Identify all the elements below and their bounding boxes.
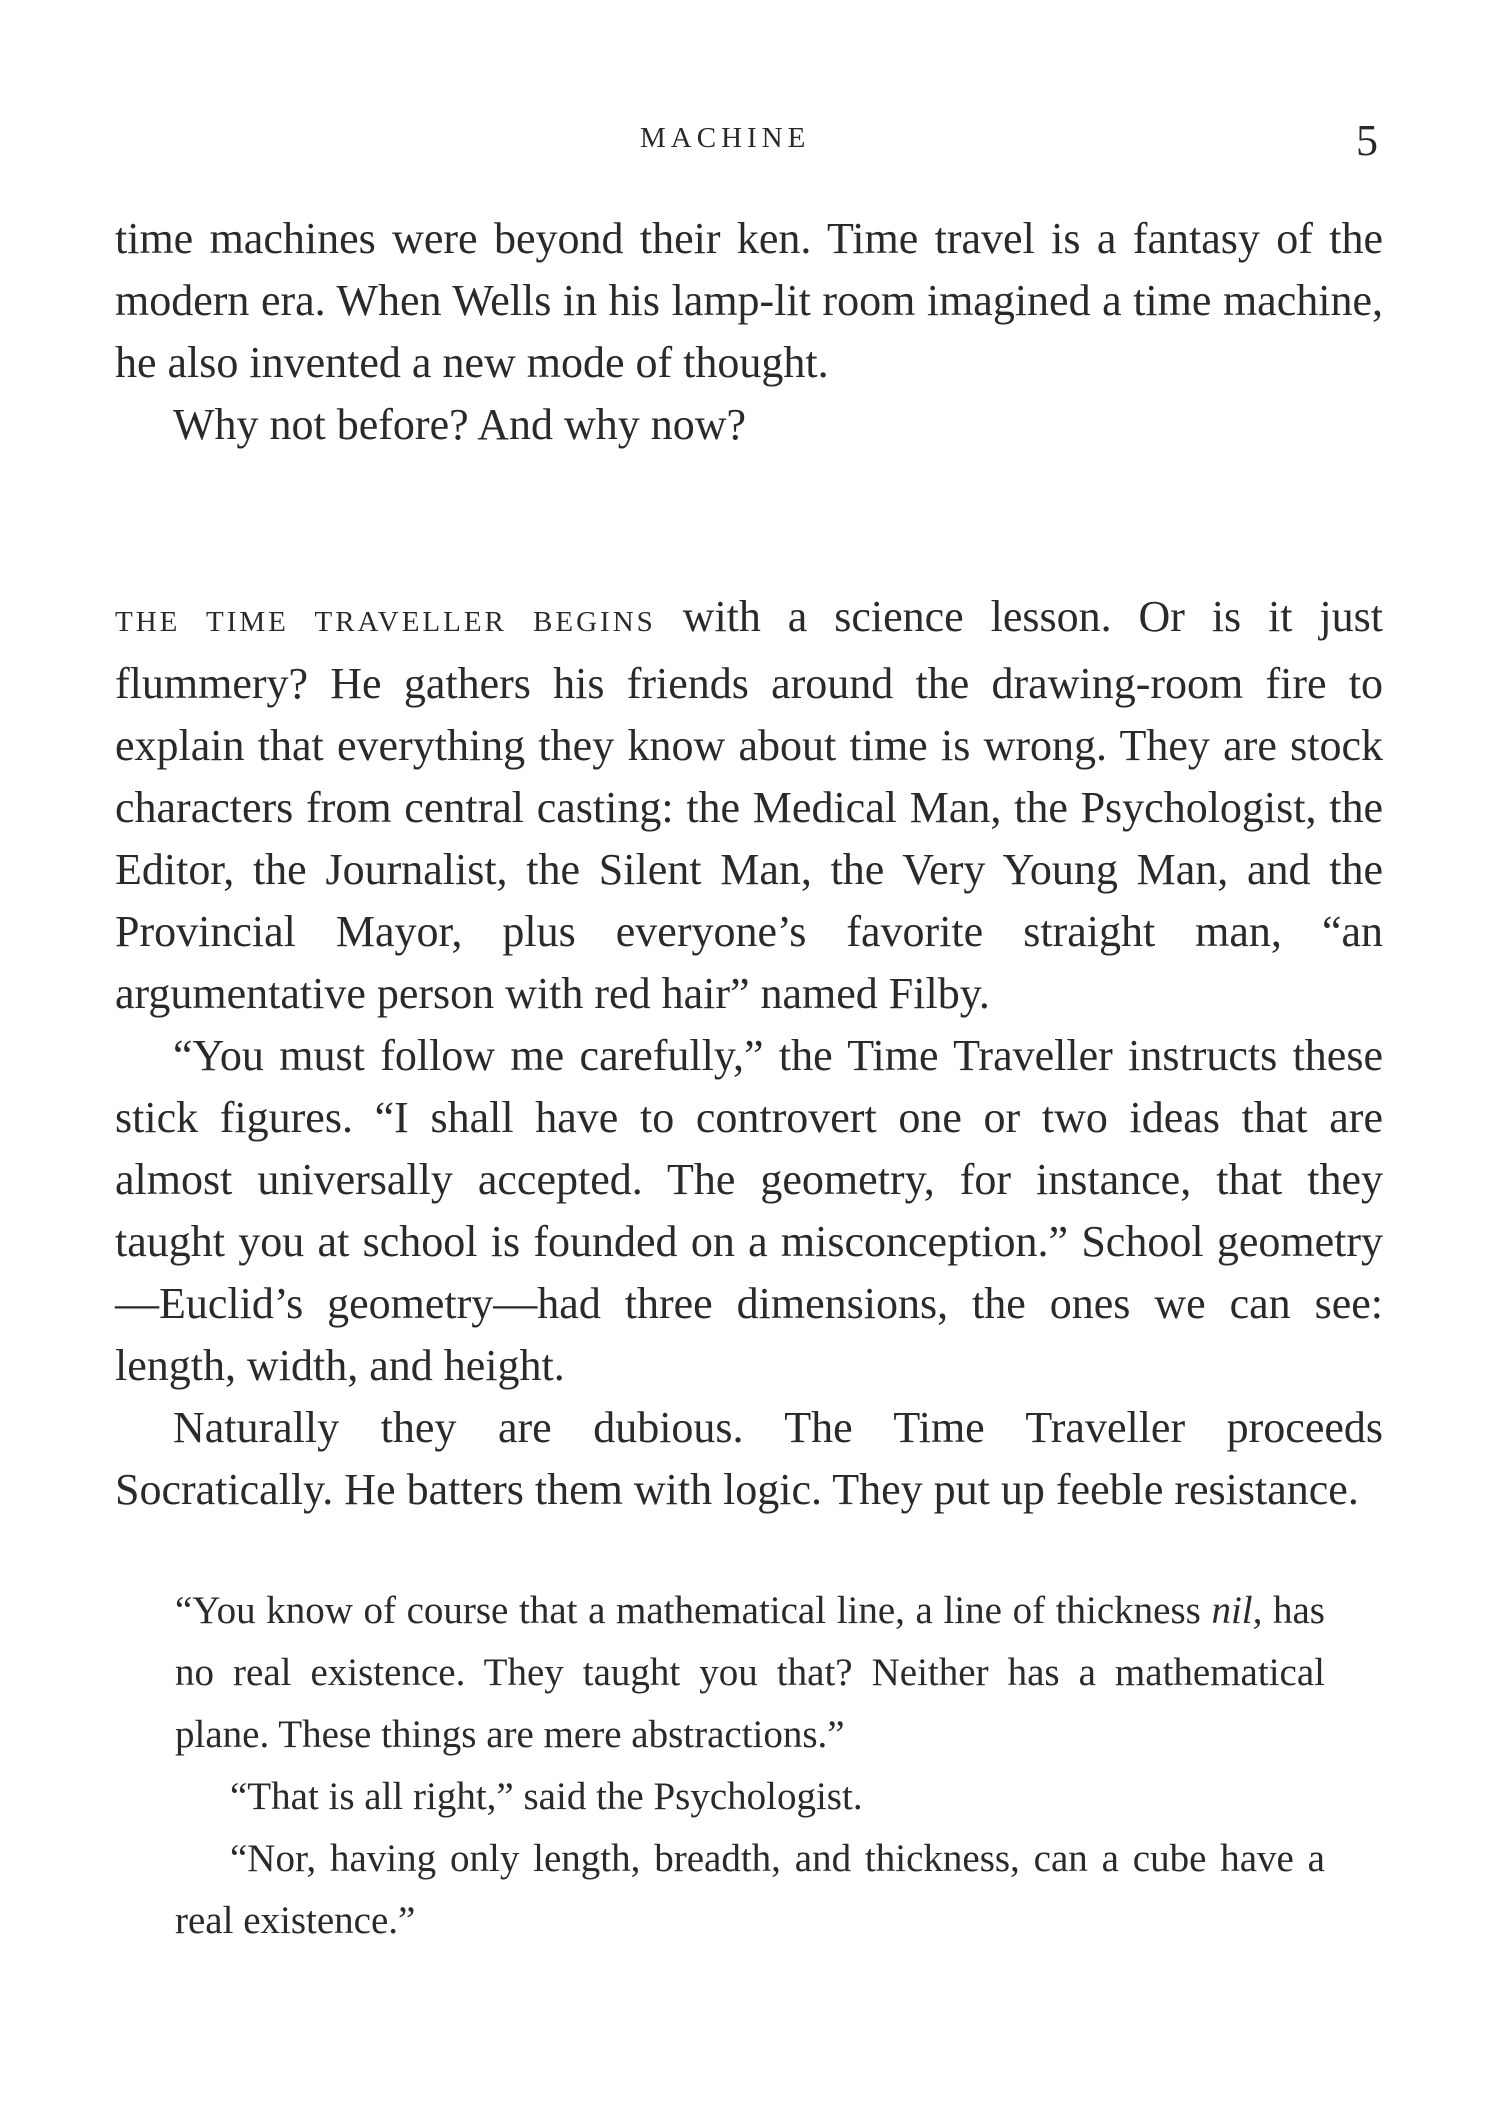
- paragraph-3-text: with a science lesson. Or is it just flummery? He gathers his friends around the drawing-room fire to explain that everything they know about time is wrong. They are stock characters from central casting: the Medical Man, the Psychologist, the Editor, the Journalist, the Silent Man, the Very Young Man, and the Provincial Mayor, plus everyone’s favorite straight man, “an argumentative person with red hair” named Filby.: [115, 592, 1383, 1018]
- running-head: MACHINE: [640, 122, 811, 154]
- block-quote: [175, 1580, 1325, 1952]
- text-block-section: [115, 586, 1383, 1521]
- quote-paragraph-1: [175, 1580, 1325, 1766]
- quote-paragraph-2: “That is all right,” said the Psychologist.: [230, 1775, 863, 1818]
- section-lead-in: THE TIME TRAVELLER BEGINS: [115, 606, 656, 638]
- page-number: 5: [1356, 116, 1378, 165]
- paragraph-1: time machines were beyond their ken. Time travel is a fantasy of the modern era. When Wells in his lamp-lit room imagined a time machine, he also invented a new mode of thought.: [115, 214, 1383, 387]
- quote-text: has no real existence. They taught you that? Neither has a mathematical plane. These things are mere abstractions.”: [175, 1589, 1325, 1756]
- quote-italic-word: nil,: [1211, 1589, 1263, 1632]
- paragraph-2: Why not before? And why now?: [173, 400, 747, 449]
- text-block-opening: [115, 208, 1383, 456]
- paragraph-4: “You must follow me carefully,” the Time Traveller instructs these stick figures. “I shall have to controvert one or two ideas that are almost universally accepted. The geometry, for instance, that they taught you at school is founded on a misconception.” School geometry—Euclid’s geometry—had three dimensions, the ones we can see: length, width, and height.: [115, 1031, 1383, 1390]
- paragraph-3: [115, 586, 1383, 1025]
- quote-text: “You know of course that a mathematical line, a line of thickness: [175, 1589, 1212, 1632]
- paragraph-5: Naturally they are dubious. The Time Traveller proceeds Socratically. He batters them with logic. They put up feeble resistance.: [115, 1403, 1383, 1514]
- quote-paragraph-3: “Nor, having only length, breadth, and thickness, can a cube have a real existence.”: [175, 1837, 1325, 1942]
